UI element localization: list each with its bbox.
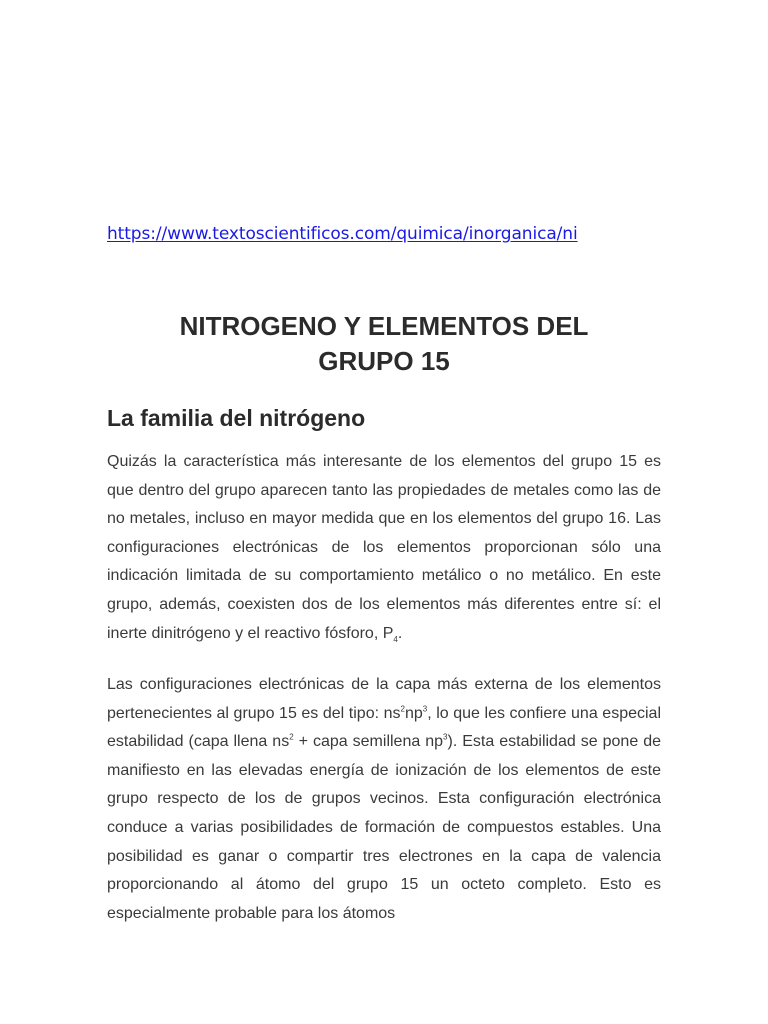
superscript-2: 2	[289, 732, 294, 742]
paragraph-intro	[107, 448, 661, 648]
paragraph-config-part5: ). Esta estabilidad se pone de manifiesto en las elevadas energía de ionización de los elementos de este grupo respecto de los de grupos vecinos. Esta configuración electrónica conduce a varias posibilidades de formación de compuestos estables. Una posibilidad es ganar o compartir tres electrones en la capa de valencia proporcionando al átomo del grupo 15 un octeto completo. Esto es especialmente probable para los átomos	[107, 733, 662, 922]
paragraph-config-part3: , lo que les confiere una especial estabilidad (capa llena ns	[107, 704, 662, 751]
section-heading: La familia del nitrógeno	[107, 405, 366, 431]
superscript-3: 3	[422, 704, 428, 714]
paragraph-config-part2: np	[404, 704, 423, 722]
paragraph-intro-end: .	[397, 624, 403, 642]
subscript-4: 4	[393, 634, 398, 644]
superscript-3: 3	[443, 732, 448, 742]
paragraph-configurations	[107, 671, 661, 928]
page-title-line1: NITROGENO Y ELEMENTOS DEL	[179, 311, 589, 341]
page-title	[107, 309, 661, 379]
source-url-link[interactable]: https://www.textoscientificos.com/quimica/inorganica/ni	[107, 224, 578, 244]
paragraph-config-part4: + capa semillena np	[293, 733, 444, 751]
paragraph-intro-text: Quizás la característica más interesante de los elementos del grupo 15 es que dentro del grupo aparecen tanto las propiedades de metales como las de no metales, incluso en mayor medida que en los elementos del grupo 16. Las configuraciones electrónicas de los elementos proporcionan sólo una indicación limitada de su comportamiento metálico o no metálico. En este grupo, además, coexisten dos de los elementos más diferentes entre sí: el inerte dinitrógeno y el reactivo fósforo, P	[107, 453, 661, 642]
superscript-2: 2	[400, 704, 405, 714]
page-title-line2: GRUPO 15	[318, 346, 450, 376]
paragraph-config-part1: Las configuraciones electrónicas de la capa más externa de los elementos pertenecientes al grupo 15 es del tipo: ns	[107, 676, 661, 722]
